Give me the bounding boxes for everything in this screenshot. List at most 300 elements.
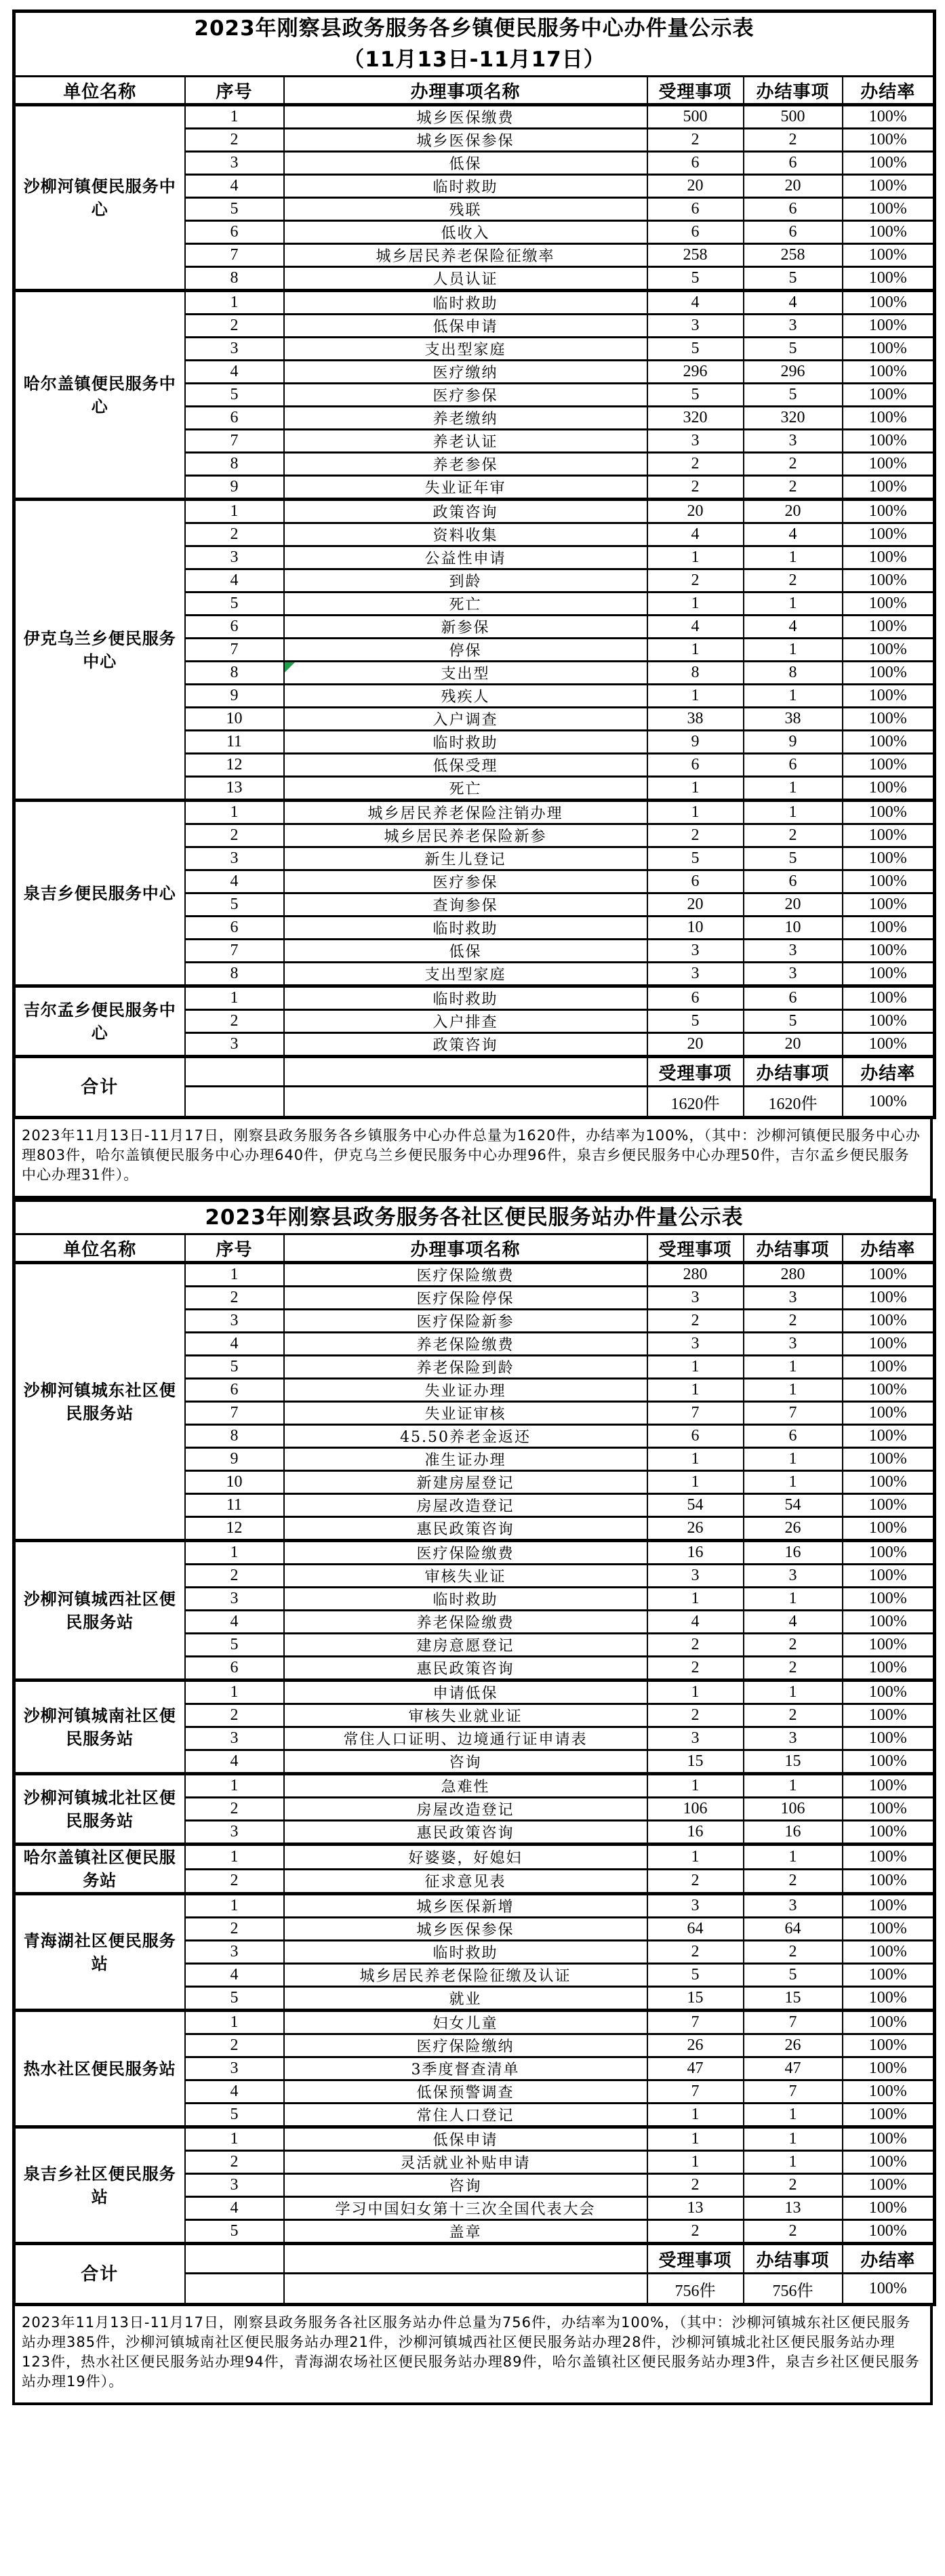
- completion-rate-cell: 100%: [843, 2197, 935, 2220]
- empty-cell: [185, 1057, 284, 1087]
- completion-rate-cell: 100%: [843, 1471, 935, 1494]
- table-row: [14, 291, 935, 315]
- col-header-accepted: 受理事项: [647, 77, 744, 105]
- completed-count-cell: 2: [744, 1657, 843, 1681]
- accepted-count-cell: 4: [647, 1611, 744, 1634]
- accepted-count-cell: 54: [647, 1494, 744, 1517]
- completed-count-cell: 4: [744, 523, 843, 546]
- serial-cell: 8: [185, 1425, 284, 1448]
- serial-cell: 1: [185, 500, 284, 523]
- item-name-cell: 新参保: [284, 616, 647, 639]
- serial-cell: 11: [185, 731, 284, 754]
- completion-rate-cell: 100%: [843, 2127, 935, 2151]
- table1-subtitle: （11月13日-11月17日）: [343, 47, 605, 72]
- empty-cell: [185, 2274, 284, 2305]
- item-name-cell: 城乡居民养老保险新参: [284, 824, 647, 847]
- serial-cell: 1: [185, 1541, 284, 1565]
- serial-cell: 6: [185, 407, 284, 430]
- empty-cell: [185, 1087, 284, 1118]
- serial-cell: 3: [185, 338, 284, 361]
- completed-count-cell: 2: [744, 1634, 843, 1657]
- unit-name-cell: 沙柳河镇城北社区便民服务站: [14, 1774, 185, 1845]
- table1-title-row: [14, 12, 935, 77]
- col-header-serial: 序号: [185, 1234, 284, 1263]
- completed-count-cell: 64: [744, 1918, 843, 1941]
- serial-cell: 2: [185, 1565, 284, 1588]
- serial-cell: 1: [185, 105, 284, 129]
- item-name-cell: 低保: [284, 940, 647, 963]
- item-name-cell: 城乡居民养老保险注销办理: [284, 801, 647, 824]
- completed-count-cell: 1: [744, 777, 843, 801]
- completed-count-cell: 47: [744, 2057, 843, 2080]
- serial-cell: 1: [185, 2011, 284, 2034]
- completed-count-cell: 106: [744, 1798, 843, 1821]
- item-name-cell: 临时救助: [284, 917, 647, 940]
- completion-rate-cell: 100%: [843, 1774, 935, 1798]
- completed-count-cell: 6: [744, 1425, 843, 1448]
- col-header-item-name: 办理事项名称: [284, 1234, 647, 1263]
- accepted-count-cell: 1: [647, 2104, 744, 2127]
- completion-rate-cell: 100%: [843, 1611, 935, 1634]
- completion-rate-cell: 100%: [843, 546, 935, 569]
- serial-cell: 1: [185, 801, 284, 824]
- completion-rate-cell: 100%: [843, 1894, 935, 1918]
- col-header-rate: 办结率: [843, 1234, 935, 1263]
- completion-rate-cell: 100%: [843, 198, 935, 221]
- accepted-count-cell: 1: [647, 592, 744, 616]
- serial-cell: 12: [185, 754, 284, 777]
- serial-cell: 8: [185, 267, 284, 291]
- completed-count-cell: 1: [744, 2127, 843, 2151]
- item-name-cell: 残联: [284, 198, 647, 221]
- col-header-item-name: 办理事项名称: [284, 77, 647, 105]
- completed-count-cell: 15: [744, 1987, 843, 2011]
- completed-count-cell: 1: [744, 1845, 843, 1870]
- item-name-cell: 临时救助: [284, 731, 647, 754]
- total-rate-value-cell: 100%: [843, 2274, 935, 2305]
- accepted-count-cell: 6: [647, 221, 744, 244]
- accepted-count-cell: 3: [647, 1727, 744, 1750]
- accepted-count-cell: 1: [647, 639, 744, 662]
- completion-rate-cell: 100%: [843, 639, 935, 662]
- accepted-count-cell: 1: [647, 546, 744, 569]
- completed-count-cell: 7: [744, 1402, 843, 1425]
- item-name-cell: 城乡医保参保: [284, 129, 647, 152]
- serial-cell: 4: [185, 569, 284, 592]
- total-completed-value-cell: 1620件: [744, 1087, 843, 1118]
- serial-cell: 5: [185, 1634, 284, 1657]
- item-name-cell: 城乡医保新增: [284, 1894, 647, 1918]
- serial-cell: 3: [185, 847, 284, 870]
- total-subheader-row: [14, 1057, 935, 1087]
- completion-rate-cell: 100%: [843, 407, 935, 430]
- serial-cell: 8: [185, 453, 284, 476]
- completed-count-cell: 5: [744, 1010, 843, 1033]
- unit-name-cell: 吉尔孟乡便民服务中心: [14, 986, 185, 1057]
- completion-rate-cell: 100%: [843, 847, 935, 870]
- community-station-table: [12, 1199, 936, 2306]
- accepted-count-cell: 8: [647, 662, 744, 685]
- accepted-count-cell: 2: [647, 453, 744, 476]
- completion-rate-cell: 100%: [843, 940, 935, 963]
- accepted-count-cell: 1: [647, 1448, 744, 1471]
- accepted-count-cell: 20: [647, 500, 744, 523]
- accepted-count-cell: 2: [647, 2174, 744, 2197]
- serial-cell: 8: [185, 662, 284, 685]
- table2-title: 2023年刚察县政务服务各社区便民服务站办件量公示表: [205, 1205, 744, 1230]
- completion-rate-cell: 100%: [843, 105, 935, 129]
- serial-cell: 6: [185, 917, 284, 940]
- completion-rate-cell: 100%: [843, 1657, 935, 1681]
- table-row: [14, 1263, 935, 1287]
- completed-count-cell: 26: [744, 1517, 843, 1541]
- col-header-completed: 办结事项: [744, 77, 843, 105]
- completion-rate-cell: 100%: [843, 1541, 935, 1565]
- accepted-count-cell: 5: [647, 267, 744, 291]
- completed-count-cell: 5: [744, 338, 843, 361]
- completed-count-cell: 280: [744, 1263, 843, 1287]
- serial-cell: 2: [185, 2034, 284, 2057]
- total-rate-header-cell: 办结率: [843, 2244, 935, 2274]
- item-name-cell: 低收入: [284, 221, 647, 244]
- completion-rate-cell: 100%: [843, 616, 935, 639]
- completed-count-cell: 3: [744, 1333, 843, 1356]
- completion-rate-cell: 100%: [843, 1964, 935, 1987]
- accepted-count-cell: 5: [647, 338, 744, 361]
- table-row: [14, 105, 935, 129]
- item-name-cell: 残疾人: [284, 685, 647, 708]
- table-row: [14, 1681, 935, 1704]
- completed-count-cell: 26: [744, 2034, 843, 2057]
- completed-count-cell: 3: [744, 315, 843, 338]
- serial-cell: 1: [185, 1263, 284, 1287]
- serial-cell: 2: [185, 129, 284, 152]
- township-center-table: [12, 9, 936, 1119]
- serial-cell: 1: [185, 1845, 284, 1870]
- item-name-cell: 养老保险到龄: [284, 1356, 647, 1379]
- completed-count-cell: 13: [744, 2197, 843, 2220]
- item-name-cell: 医疗保险缴费: [284, 1263, 647, 1287]
- serial-cell: 4: [185, 361, 284, 384]
- serial-cell: 11: [185, 1494, 284, 1517]
- completion-rate-cell: 100%: [843, 1033, 935, 1057]
- item-name-cell: 养老参保: [284, 453, 647, 476]
- item-name-cell: 申请低保: [284, 1681, 647, 1704]
- completion-rate-cell: 100%: [843, 523, 935, 546]
- col-header-unit-name: 单位名称: [14, 1234, 185, 1263]
- item-name-cell: 公益性申请: [284, 546, 647, 569]
- item-name-cell: 新建房屋登记: [284, 1471, 647, 1494]
- completion-rate-cell: 100%: [843, 1750, 935, 1774]
- completion-rate-cell: 100%: [843, 2220, 935, 2244]
- completed-count-cell: 500: [744, 105, 843, 129]
- item-name-cell: 失业证办理: [284, 1379, 647, 1402]
- item-name-cell: 养老认证: [284, 430, 647, 453]
- unit-name-cell: 泉吉乡便民服务中心: [14, 801, 185, 986]
- completed-count-cell: 2: [744, 2220, 843, 2244]
- item-name-cell: 好婆婆，好媳妇: [284, 1845, 647, 1870]
- item-name-cell: 惠民政策咨询: [284, 1821, 647, 1845]
- accepted-count-cell: 6: [647, 198, 744, 221]
- completed-count-cell: 4: [744, 1611, 843, 1634]
- table2-title-row: [14, 1201, 935, 1234]
- col-header-rate: 办结率: [843, 77, 935, 105]
- col-header-completed: 办结事项: [744, 1234, 843, 1263]
- completed-count-cell: 5: [744, 847, 843, 870]
- completion-rate-cell: 100%: [843, 500, 935, 523]
- accepted-count-cell: 3: [647, 315, 744, 338]
- accepted-count-cell: 4: [647, 616, 744, 639]
- accepted-count-cell: 2: [647, 476, 744, 500]
- item-name-cell: 审核失业就业证: [284, 1704, 647, 1727]
- completion-rate-cell: 100%: [843, 2080, 935, 2104]
- completed-count-cell: 1: [744, 2104, 843, 2127]
- completion-rate-cell: 100%: [843, 361, 935, 384]
- item-name-cell: 准生证办理: [284, 1448, 647, 1471]
- accepted-count-cell: 5: [647, 1964, 744, 1987]
- item-name-cell: 临时救助: [284, 1588, 647, 1611]
- accepted-count-cell: 3: [647, 1333, 744, 1356]
- serial-cell: 6: [185, 1657, 284, 1681]
- completion-rate-cell: 100%: [843, 2104, 935, 2127]
- completed-count-cell: 5: [744, 384, 843, 407]
- completion-rate-cell: 100%: [843, 685, 935, 708]
- item-name-cell: 征求意见表: [284, 1869, 647, 1894]
- serial-cell: 2: [185, 315, 284, 338]
- completion-rate-cell: 100%: [843, 1517, 935, 1541]
- completed-count-cell: 1: [744, 592, 843, 616]
- serial-cell: 2: [185, 1704, 284, 1727]
- accepted-count-cell: 16: [647, 1821, 744, 1845]
- serial-cell: 3: [185, 1310, 284, 1333]
- accepted-count-cell: 16: [647, 1541, 744, 1565]
- completed-count-cell: 1: [744, 801, 843, 824]
- completion-rate-cell: 100%: [843, 754, 935, 777]
- unit-name-cell: 沙柳河镇城南社区便民服务站: [14, 1681, 185, 1774]
- completed-count-cell: 3: [744, 1565, 843, 1588]
- serial-cell: 7: [185, 244, 284, 267]
- completed-count-cell: 3: [744, 1287, 843, 1310]
- completion-rate-cell: 100%: [843, 1987, 935, 2011]
- completed-count-cell: 1: [744, 1448, 843, 1471]
- completion-rate-cell: 100%: [843, 315, 935, 338]
- accepted-count-cell: 5: [647, 1010, 744, 1033]
- accepted-count-cell: 6: [647, 1425, 744, 1448]
- item-name-cell: 医疗参保: [284, 384, 647, 407]
- serial-cell: 3: [185, 1727, 284, 1750]
- completed-count-cell: 258: [744, 244, 843, 267]
- serial-cell: 3: [185, 546, 284, 569]
- unit-name-cell: 哈尔盖镇社区便民服务站: [14, 1845, 185, 1894]
- accepted-count-cell: 2: [647, 1869, 744, 1894]
- item-name-cell: 医疗保险新参: [284, 1310, 647, 1333]
- serial-cell: 8: [185, 963, 284, 986]
- completion-rate-cell: 100%: [843, 1845, 935, 1870]
- accepted-count-cell: 3: [647, 1565, 744, 1588]
- completion-rate-cell: 100%: [843, 2011, 935, 2034]
- table-row: [14, 1894, 935, 1918]
- serial-cell: 6: [185, 1379, 284, 1402]
- total-completed-header-cell: 办结事项: [744, 2244, 843, 2274]
- table-row: [14, 2127, 935, 2151]
- serial-cell: 2: [185, 1798, 284, 1821]
- col-header-serial: 序号: [185, 77, 284, 105]
- completion-rate-cell: 100%: [843, 1704, 935, 1727]
- serial-cell: 4: [185, 1964, 284, 1987]
- accepted-count-cell: 2: [647, 1941, 744, 1964]
- accepted-count-cell: 2: [647, 1634, 744, 1657]
- accepted-count-cell: 15: [647, 1750, 744, 1774]
- completed-count-cell: 10: [744, 917, 843, 940]
- completed-count-cell: 296: [744, 361, 843, 384]
- completion-rate-cell: 100%: [843, 1310, 935, 1333]
- table-row: [14, 1845, 935, 1870]
- completed-count-cell: 3: [744, 1894, 843, 1918]
- completion-rate-cell: 100%: [843, 1798, 935, 1821]
- serial-cell: 2: [185, 2151, 284, 2174]
- item-name-cell: 资料收集: [284, 523, 647, 546]
- serial-cell: 9: [185, 1448, 284, 1471]
- table2-footnote: 2023年11月13日-11月17日，刚察县政务服务各社区服务站办件总量为756件，办结率为100%，（其中：沙柳河镇城东社区便民服务站办理385件，沙柳河镇城南社区便民服务站办理21件，沙柳河镇城西社区便民服务站办理28件，沙柳河镇城北社区便民服务站办理123件，热水社区便民服务站办理94件，青海湖农场社区便民服务站办理89件，哈尔盖镇社区便民服务站办理3件，泉吉乡社区便民服务站办理19件）。: [12, 2306, 933, 2405]
- completed-count-cell: 1: [744, 1681, 843, 1704]
- item-name-cell: 入户排查: [284, 1010, 647, 1033]
- accepted-count-cell: 2: [647, 129, 744, 152]
- completion-rate-cell: 100%: [843, 1379, 935, 1402]
- accepted-count-cell: 2: [647, 1657, 744, 1681]
- accepted-count-cell: 3: [647, 1287, 744, 1310]
- accepted-count-cell: 64: [647, 1918, 744, 1941]
- serial-cell: 4: [185, 2080, 284, 2104]
- completed-count-cell: 1: [744, 1774, 843, 1798]
- item-name-cell: 妇女儿童: [284, 2011, 647, 2034]
- item-name-cell: 咨询: [284, 2174, 647, 2197]
- completion-rate-cell: 100%: [843, 1263, 935, 1287]
- accepted-count-cell: 3: [647, 1894, 744, 1918]
- empty-cell: [284, 1057, 647, 1087]
- serial-cell: 7: [185, 639, 284, 662]
- completed-count-cell: 3: [744, 963, 843, 986]
- completion-rate-cell: 100%: [843, 453, 935, 476]
- completed-count-cell: 2: [744, 129, 843, 152]
- completion-rate-cell: 100%: [843, 708, 935, 731]
- accepted-count-cell: 20: [647, 175, 744, 198]
- item-name-cell: 城乡居民养老保险征缴及认证: [284, 1964, 647, 1987]
- completed-count-cell: 7: [744, 2080, 843, 2104]
- serial-cell: 3: [185, 2057, 284, 2080]
- serial-cell: 2: [185, 1918, 284, 1941]
- serial-cell: 2: [185, 1869, 284, 1894]
- completion-rate-cell: 100%: [843, 986, 935, 1010]
- serial-cell: 3: [185, 1588, 284, 1611]
- item-name-cell: 建房意愿登记: [284, 1634, 647, 1657]
- completed-count-cell: 1: [744, 685, 843, 708]
- completion-rate-cell: 100%: [843, 1448, 935, 1471]
- item-name-cell: 城乡居民养老保险征缴率: [284, 244, 647, 267]
- unit-name-cell: 沙柳河镇城东社区便民服务站: [14, 1263, 185, 1541]
- accepted-count-cell: 2: [647, 2220, 744, 2244]
- completed-count-cell: 2: [744, 476, 843, 500]
- accepted-count-cell: 3: [647, 940, 744, 963]
- completion-rate-cell: 100%: [843, 592, 935, 616]
- item-name-cell: 医疗参保: [284, 870, 647, 893]
- completed-count-cell: 1: [744, 639, 843, 662]
- serial-cell: 1: [185, 291, 284, 315]
- serial-cell: 5: [185, 1356, 284, 1379]
- unit-name-cell: 沙柳河镇便民服务中心: [14, 105, 185, 291]
- accepted-count-cell: 6: [647, 870, 744, 893]
- unit-name-cell: 哈尔盖镇便民服务中心: [14, 291, 185, 500]
- serial-cell: 5: [185, 1987, 284, 2011]
- total-rate-value-cell: 100%: [843, 1087, 935, 1118]
- accepted-count-cell: 26: [647, 2034, 744, 2057]
- unit-name-cell: 泉吉乡社区便民服务站: [14, 2127, 185, 2244]
- item-name-cell: 常住人口登记: [284, 2104, 647, 2127]
- item-name-cell: 房屋改造登记: [284, 1494, 647, 1517]
- accepted-count-cell: 47: [647, 2057, 744, 2080]
- accepted-count-cell: 1: [647, 2151, 744, 2174]
- table-row: [14, 986, 935, 1010]
- item-name-cell: 城乡医保缴费: [284, 105, 647, 129]
- total-rate-header-cell: 办结率: [843, 1057, 935, 1087]
- completed-count-cell: 4: [744, 291, 843, 315]
- completion-rate-cell: 100%: [843, 777, 935, 801]
- accepted-count-cell: 7: [647, 2080, 744, 2104]
- accepted-count-cell: 1: [647, 1588, 744, 1611]
- item-name-cell: 支出型家庭: [284, 963, 647, 986]
- cell-comment-marker: [285, 662, 295, 672]
- serial-cell: 4: [185, 1611, 284, 1634]
- item-name-cell: 支出型: [284, 662, 647, 685]
- serial-cell: 4: [185, 175, 284, 198]
- completion-rate-cell: 100%: [843, 476, 935, 500]
- completion-rate-cell: 100%: [843, 1727, 935, 1750]
- accepted-count-cell: 1: [647, 685, 744, 708]
- completion-rate-cell: 100%: [843, 129, 935, 152]
- total-label-cell: 合计: [14, 1057, 185, 1118]
- item-name-cell: 停保: [284, 639, 647, 662]
- completion-rate-cell: 100%: [843, 152, 935, 175]
- serial-cell: 4: [185, 1333, 284, 1356]
- item-name-cell: 政策咨询: [284, 1033, 647, 1057]
- empty-cell: [284, 1087, 647, 1118]
- item-name-cell: 养老保险缴费: [284, 1611, 647, 1634]
- accepted-count-cell: 26: [647, 1517, 744, 1541]
- table1-footnote: 2023年11月13日-11月17日，刚察县政务服务各乡镇服务中心办件总量为1620件，办结率为100%，（其中：沙柳河镇便民服务中心办理803件，哈尔盖镇便民服务中心办理640件，伊克乌兰乡便民服务中心办理96件，泉吉乡便民服务中心办理50件，吉尔孟乡便民服务中心办理31件）。: [12, 1119, 933, 1199]
- serial-cell: 2: [185, 824, 284, 847]
- item-name-cell: 低保预警调查: [284, 2080, 647, 2104]
- table-row: [14, 1541, 935, 1565]
- accepted-count-cell: 9: [647, 731, 744, 754]
- item-name-cell: 45.50养老金返还: [284, 1425, 647, 1448]
- completion-rate-cell: 100%: [843, 801, 935, 824]
- accepted-count-cell: 1: [647, 777, 744, 801]
- completion-rate-cell: 100%: [843, 1494, 935, 1517]
- completed-count-cell: 3: [744, 430, 843, 453]
- item-name-cell: 灵活就业补贴申请: [284, 2151, 647, 2174]
- col-header-unit-name: 单位名称: [14, 77, 185, 105]
- item-name-cell: 3季度督查清单: [284, 2057, 647, 2080]
- completed-count-cell: 5: [744, 267, 843, 291]
- total-accepted-header-cell: 受理事项: [647, 1057, 744, 1087]
- serial-cell: 5: [185, 2220, 284, 2244]
- item-name-cell: 医疗保险缴费: [284, 1541, 647, 1565]
- item-name-cell: 城乡医保参保: [284, 1918, 647, 1941]
- serial-cell: 3: [185, 1033, 284, 1057]
- serial-cell: 2: [185, 523, 284, 546]
- completed-count-cell: 8: [744, 662, 843, 685]
- accepted-count-cell: 20: [647, 1033, 744, 1057]
- table2-title-cell: [14, 1201, 935, 1234]
